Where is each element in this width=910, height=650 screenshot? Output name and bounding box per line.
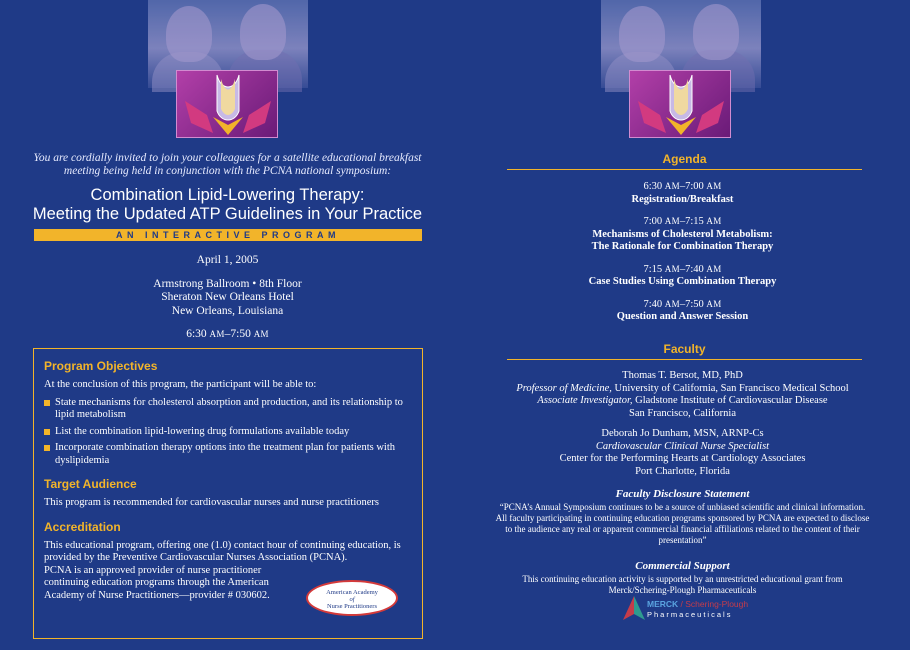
agenda-topic: Case Studies Using Combination Therapy xyxy=(588,276,777,287)
accreditation-text-2: PCNA is an approved provider of nurse practitioner continuing education programs through the American Academy of Nurse Practitioners—provider # 030602. xyxy=(44,564,270,601)
audience-text: This program is recommended for cardiovascular nurses and nurse practitioners xyxy=(44,497,380,508)
agenda-list xyxy=(475,180,890,333)
agenda-topic-cont: The Rationale for Combination Therapy xyxy=(591,241,774,252)
faculty-heading: Faculty xyxy=(507,342,862,360)
accreditation-heading: Accreditation xyxy=(44,519,121,534)
support-heading: Commercial Support xyxy=(635,560,730,572)
bullet-square-icon xyxy=(44,400,50,406)
program-details-box xyxy=(33,348,423,639)
agenda-topic: Registration/Breakfast xyxy=(631,193,734,205)
list-item: Incorporate combination therapy options into the treatment plan for patients with dyslipidemia xyxy=(44,442,412,467)
agenda-topic: Mechanisms of Cholesterol Metabolism: xyxy=(592,228,773,240)
interactive-program-banner: AN INTERACTIVE PROGRAM xyxy=(34,229,422,241)
event-date: April 1, 2005 xyxy=(196,254,259,266)
agenda-time: 7:15 AM–7:40 AM xyxy=(643,263,722,275)
faculty-list xyxy=(475,370,890,486)
accreditation-text-1: This educational program, offering one (1.0) contact hour of continuing education, is provided by the Preventive Cardiovascular Nurses Association (PCNA). xyxy=(44,539,401,563)
faculty-location: San Francisco, California xyxy=(628,407,736,419)
objectives-heading: Program Objectives xyxy=(44,359,158,373)
program-title xyxy=(20,186,435,224)
aanp-logo: American Academy of Nurse Practitioners xyxy=(306,580,398,616)
right-panel xyxy=(455,0,910,650)
list-item xyxy=(475,298,890,324)
event-info xyxy=(20,254,435,342)
support-text: This continuing education activity is supported by an unrestricted educational grant from Merck/Schering-Plough Pharmaceuticals xyxy=(522,574,843,595)
agenda-heading: Agenda xyxy=(507,152,862,170)
faculty-name: Deborah Jo Dunham, MSN, ARNP-Cs xyxy=(601,428,764,439)
bullet-square-icon xyxy=(44,445,50,451)
agenda-time: 7:00 AM–7:15 AM xyxy=(643,216,722,227)
sponsor-logo: MERCK / Schering-Plough Pharmaceuticals xyxy=(623,596,763,622)
agenda-topic: Question and Answer Session xyxy=(616,311,749,322)
artery-logo-icon xyxy=(176,70,278,138)
list-item xyxy=(475,180,890,206)
faculty-member xyxy=(475,428,890,478)
disclosure-heading: Faculty Disclosure Statement xyxy=(615,488,750,500)
list-item xyxy=(475,215,890,254)
faculty-member: Thomas T. Bersot, MD, PhD Professor of Medicine, University of California, San Francisco Medical School Associate Investigator, Gladstone Institute of Cardiovascular Disease San Francisco, California xyxy=(475,370,890,420)
audience-heading: Target Audience xyxy=(44,477,137,491)
title-line-1: Combination Lipid-Lowering Therapy: xyxy=(90,186,365,204)
event-hotel: Sheraton New Orleans Hotel xyxy=(161,291,294,303)
objectives-section xyxy=(44,359,412,467)
list-item xyxy=(475,263,890,289)
sponsor-triangle-icon xyxy=(623,596,645,620)
disclosure-text: “PCNA’s Annual Symposium continues to be a source of unbiased scientific and clinical information. All faculty participating in continuing education programs sponsored by PCNA are expected to disclose to the audience any real or apparent commercial financial affiliations related to the content of their presentation” xyxy=(495,502,870,545)
faculty-org: Center for the Performing Hearts at Cardiology Associates xyxy=(559,453,806,464)
faculty-name: Thomas T. Bersot, MD, PhD xyxy=(622,370,743,381)
faculty-title: Cardiovascular Clinical Nurse Specialist xyxy=(595,440,770,452)
title-line-2: Meeting the Updated ATP Guidelines in Your Practice xyxy=(32,205,423,223)
invitation-text: You are cordially invited to join your colleagues for a satellite educational breakfast meeting being held in conjunction with the PCNA national symposium: xyxy=(33,152,422,177)
agenda-time: 7:40 AM–7:50 AM xyxy=(643,298,722,310)
header-artwork xyxy=(601,0,761,140)
objectives-intro: At the conclusion of this program, the participant will be able to: xyxy=(44,379,317,390)
artery-logo-icon xyxy=(629,70,731,138)
bullet-square-icon xyxy=(44,429,50,435)
agenda-time: 6:30 AM–7:00 AM xyxy=(643,181,722,192)
audience-section xyxy=(44,477,412,510)
event-room: Armstrong Ballroom • 8th Floor xyxy=(153,277,302,290)
list-item: List the combination lipid-lowering drug formulations available today xyxy=(44,426,412,439)
objectives-list xyxy=(44,397,412,468)
event-city: New Orleans, Louisiana xyxy=(171,304,284,317)
list-item: State mechanisms for cholesterol absorption and production, and its relationship to lipid metabolism xyxy=(44,397,412,422)
event-time: 6:30 AM–7:50 AM xyxy=(186,328,269,340)
header-artwork xyxy=(148,0,308,140)
faculty-location: Port Charlotte, Florida xyxy=(635,465,730,477)
